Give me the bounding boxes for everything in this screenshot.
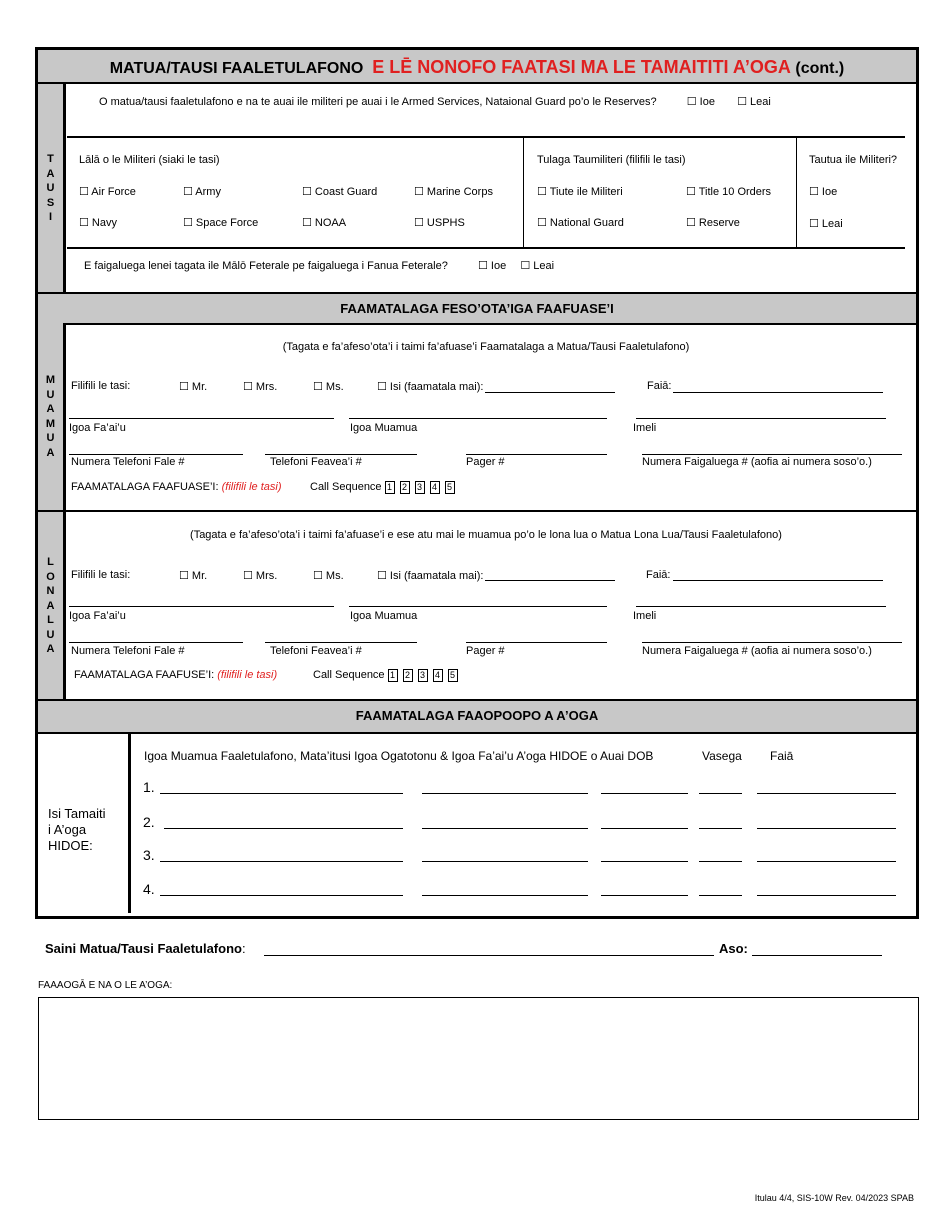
contact-header: FAAMATALAGA FESO’OTA’IGA FAAFUASE’I xyxy=(340,301,614,316)
student-school-input[interactable] xyxy=(422,793,588,794)
muamua-homephone-label: Numera Telefoni Fale # xyxy=(71,456,185,468)
muamua-mobile-label: Telefoni Feavea’i # xyxy=(270,456,362,468)
q2-yes-checkbox[interactable]: ☐ Ioe xyxy=(477,260,507,272)
muamua-mr-checkbox[interactable]: ☐ Mr. xyxy=(179,381,208,393)
branch-army[interactable]: ☐ Army xyxy=(183,186,221,198)
title-prefix: MATUA/TAUSI FAALETULAFONO xyxy=(109,60,364,77)
status-national-guard[interactable]: ☐ National Guard xyxy=(537,217,624,229)
lonalua-other-checkbox[interactable]: ☐ Isi (faamatala mai): xyxy=(377,570,484,582)
lonalua-lastname-input[interactable] xyxy=(69,606,334,607)
office-use-box[interactable] xyxy=(38,997,919,1120)
lonalua-mr-checkbox[interactable]: ☐ Mr. xyxy=(179,570,208,582)
muamua-select-one: Filifili le tasi: xyxy=(71,380,131,392)
muamua-emergency-label: FAAMATALAGA FAAFUASE’I: (filifili le tasi) xyxy=(71,481,282,493)
student-name-input[interactable] xyxy=(164,828,403,829)
student-name-input[interactable] xyxy=(160,793,403,794)
branch-noaa[interactable]: ☐ NOAA xyxy=(302,217,347,229)
lonalua-email-label: Imeli xyxy=(633,610,657,622)
student-row-number: 2. xyxy=(143,814,155,830)
muamua-email-label: Imeli xyxy=(633,422,657,434)
lonalua-mobile-label: Telefoni Feavea’i # xyxy=(270,645,362,657)
muamua-lastname-input[interactable] xyxy=(69,418,334,419)
office-use-label: FAAAOGĀ E NA O LE A’OGA: xyxy=(38,980,173,991)
muamua-ms-checkbox[interactable]: ☐ Ms. xyxy=(313,381,344,393)
student-grade-input[interactable] xyxy=(699,895,742,896)
muamua-other-input[interactable] xyxy=(485,392,615,393)
page-title xyxy=(38,57,916,78)
lonalua-seq-2[interactable]: 2 xyxy=(403,669,413,682)
title-suffix: (cont.) xyxy=(795,60,845,77)
branch-header: Lālā o le Militeri (siaki le tasi) xyxy=(79,154,220,166)
student-relation-input[interactable] xyxy=(757,895,896,896)
status-header: Tulaga Taumiliteri (filifili le tasi) xyxy=(537,154,686,166)
muamua-seq-2[interactable]: 2 xyxy=(400,481,410,494)
muamua-workphone-label: Numera Faigaluega # (aofia ai numera soso’o.) xyxy=(642,456,872,468)
lonalua-call-sequence: Call Sequence 1 2 3 4 5 xyxy=(313,669,463,682)
lonalua-pager-label: Pager # xyxy=(466,645,505,657)
student-dob-input[interactable] xyxy=(601,861,688,862)
lonalua-emergency-note: (filifili le tasi) xyxy=(217,669,278,681)
student-school-input[interactable] xyxy=(422,861,588,862)
student-school-input[interactable] xyxy=(422,828,588,829)
lonalua-select-one: Filifili le tasi: xyxy=(71,569,131,581)
lonalua-mrs-checkbox[interactable]: ☐ Mrs. xyxy=(243,570,278,582)
lonalua-ms-checkbox[interactable]: ☐ Ms. xyxy=(313,570,344,582)
status-active-duty[interactable]: ☐ Tiute ile Militeri xyxy=(537,186,623,198)
branch-navy[interactable]: ☐ Navy xyxy=(79,217,117,229)
student-dob-input[interactable] xyxy=(601,793,688,794)
muamua-relation-input[interactable] xyxy=(673,392,883,393)
extra-header: FAAMATALAGA FAAOPOOPO A A’OGA xyxy=(355,708,599,723)
student-row-number: 4. xyxy=(143,881,155,897)
lonalua-relation-input[interactable] xyxy=(673,580,883,581)
muamua-pager-input[interactable] xyxy=(466,454,607,455)
muamua-side-label: M U A M U A xyxy=(45,374,56,459)
muamua-mrs-checkbox[interactable]: ☐ Mrs. xyxy=(243,381,278,393)
lonalua-workphone-label: Numera Faigaluega # (aofia ai numera soso’o.) xyxy=(642,645,872,657)
date-label: Aso: xyxy=(719,941,748,956)
lonalua-homephone-label: Numera Telefoni Fale # xyxy=(71,645,185,657)
student-dob-input[interactable] xyxy=(601,828,688,829)
muamua-other-checkbox[interactable]: ☐ Isi (faamatala mai): xyxy=(377,381,484,393)
student-name-input[interactable] xyxy=(160,895,403,896)
muamua-note: (Tagata e fa’afeso’ota’i i taimi fa’afuase’i Faamatalaga a Matua/Tausi Faaletulafono) xyxy=(282,341,690,353)
branch-marine-corps[interactable]: ☐ Marine Corps xyxy=(414,186,493,198)
muamua-seq-3[interactable]: 3 xyxy=(415,481,425,494)
student-school-input[interactable] xyxy=(422,895,588,896)
other-students-label: Isi Tamaiti i A’oga HIDOE: xyxy=(48,806,106,853)
signature-input[interactable] xyxy=(264,955,714,956)
muamua-relation-label: Faiā: xyxy=(647,380,672,392)
military-question: O matua/tausi faaletulafono e na te auai ile militeri pe auai i le Armed Services, Nataional Guard po’o le Reserves? ☐ Ioe ☐ Leai xyxy=(99,96,771,108)
lonalua-relation-label: Faiā: xyxy=(646,569,671,581)
branch-coast-guard[interactable]: ☐ Coast Guard xyxy=(302,186,378,198)
page-footer: Itulau 4/4, SIS-10W Rev. 04/2023 SPAB xyxy=(754,1193,914,1203)
branch-space-force[interactable]: ☐ Space Force xyxy=(183,217,259,229)
student-grade-input[interactable] xyxy=(699,793,742,794)
lonalua-seq-4[interactable]: 4 xyxy=(433,669,443,682)
lonalua-seq-1[interactable]: 1 xyxy=(388,669,398,682)
muamua-workphone-input[interactable] xyxy=(642,454,902,455)
student-relation-input[interactable] xyxy=(757,793,896,794)
muamua-seq-4[interactable]: 4 xyxy=(430,481,440,494)
date-input[interactable] xyxy=(752,955,882,956)
student-grade-input[interactable] xyxy=(699,828,742,829)
lonalua-email-input[interactable] xyxy=(636,606,886,607)
grid-divider-1 xyxy=(523,136,524,247)
muamua-firstname-input[interactable] xyxy=(349,418,607,419)
status-title-10[interactable]: ☐ Title 10 Orders xyxy=(686,186,772,198)
lonalua-workphone-input[interactable] xyxy=(642,642,902,643)
q1-no-checkbox[interactable]: ☐ Leai xyxy=(737,96,771,108)
student-grade-input[interactable] xyxy=(699,861,742,862)
tautua-yes-checkbox[interactable]: ☐ Ioe xyxy=(809,186,838,198)
relation-column-header: Faiā xyxy=(770,749,794,763)
section-divider-muamua xyxy=(38,510,916,512)
lonalua-other-input[interactable] xyxy=(485,580,615,581)
lonalua-mobile-input[interactable] xyxy=(265,642,417,643)
lonalua-pager-input[interactable] xyxy=(466,642,607,643)
branch-usphs[interactable]: ☐ USPHS xyxy=(414,217,465,229)
muamua-seq-1[interactable]: 1 xyxy=(385,481,395,494)
muamua-emergency-note: (filifili le tasi) xyxy=(221,481,282,493)
lonalua-lastname-label: Igoa Fa’ai’u xyxy=(69,610,126,622)
muamua-seq-5[interactable]: 5 xyxy=(445,481,455,494)
grade-column-header: Vasega xyxy=(702,749,742,763)
q2-no-checkbox[interactable]: ☐ Leai xyxy=(520,260,555,272)
lonalua-side-label: L O N A L U A xyxy=(46,556,55,655)
student-row-number: 1. xyxy=(143,779,155,795)
signature-label: Saini Matua/Tausi Faaletulafono: xyxy=(45,941,246,956)
extra-divider xyxy=(128,733,131,913)
status-reserve[interactable]: ☐ Reserve xyxy=(686,217,740,229)
muamua-homephone-input[interactable] xyxy=(69,454,243,455)
lonalua-note: (Tagata e fa’afeso’ota’i i taimi fa’afuase’i e ese atu mai le muamua po’o le lona lua o Matua Lona Lua/Tausi Faaletulafono) xyxy=(190,529,782,541)
student-name-input[interactable] xyxy=(160,861,403,862)
lonalua-firstname-input[interactable] xyxy=(349,606,607,607)
grid-divider-2 xyxy=(796,136,797,247)
muamua-call-sequence: Call Sequence 1 2 3 4 5 xyxy=(310,481,460,494)
tautua-header: Tautua ile Militeri? xyxy=(809,154,898,166)
lonalua-firstname-label: Igoa Muamua xyxy=(350,610,418,622)
lonalua-seq-5[interactable]: 5 xyxy=(448,669,458,682)
muamua-firstname-label: Igoa Muamua xyxy=(350,422,418,434)
student-relation-input[interactable] xyxy=(757,828,896,829)
federal-question: E faigaluega lenei tagata ile Mālō Feterale pe faigaluega i Fanua Feterale? ☐ Ioe ☐ Leai xyxy=(84,260,555,272)
lonalua-seq-3[interactable]: 3 xyxy=(418,669,428,682)
lonalua-homephone-input[interactable] xyxy=(69,642,243,643)
muamua-pager-label: Pager # xyxy=(466,456,505,468)
q1-yes-checkbox[interactable]: ☐ Ioe xyxy=(686,96,715,108)
student-relation-input[interactable] xyxy=(757,861,896,862)
tautua-no-checkbox[interactable]: ☐ Leai xyxy=(809,218,843,230)
muamua-mobile-input[interactable] xyxy=(265,454,417,455)
student-row-number: 3. xyxy=(143,847,155,863)
student-dob-input[interactable] xyxy=(601,895,688,896)
muamua-email-input[interactable] xyxy=(636,418,886,419)
muamua-lastname-label: Igoa Fa’ai’u xyxy=(69,422,126,434)
title-highlight: E LĒ NONOFO FAATASI MA LE TAMAITITI A’OGA xyxy=(372,57,791,77)
lonalua-emergency-label: FAAMATALAGA FAAFUSE’I: (filifili le tasi) xyxy=(74,669,278,681)
tausi-side-label: T A U S I xyxy=(46,153,55,223)
branch-air-force[interactable]: ☐ Air Force xyxy=(79,186,136,198)
students-column-header: Igoa Muamua Faaletulafono, Mata’itusi Igoa Ogatotonu & Igoa Fa’ai’u A’oga HIDOE o Auai DOB xyxy=(144,749,654,763)
